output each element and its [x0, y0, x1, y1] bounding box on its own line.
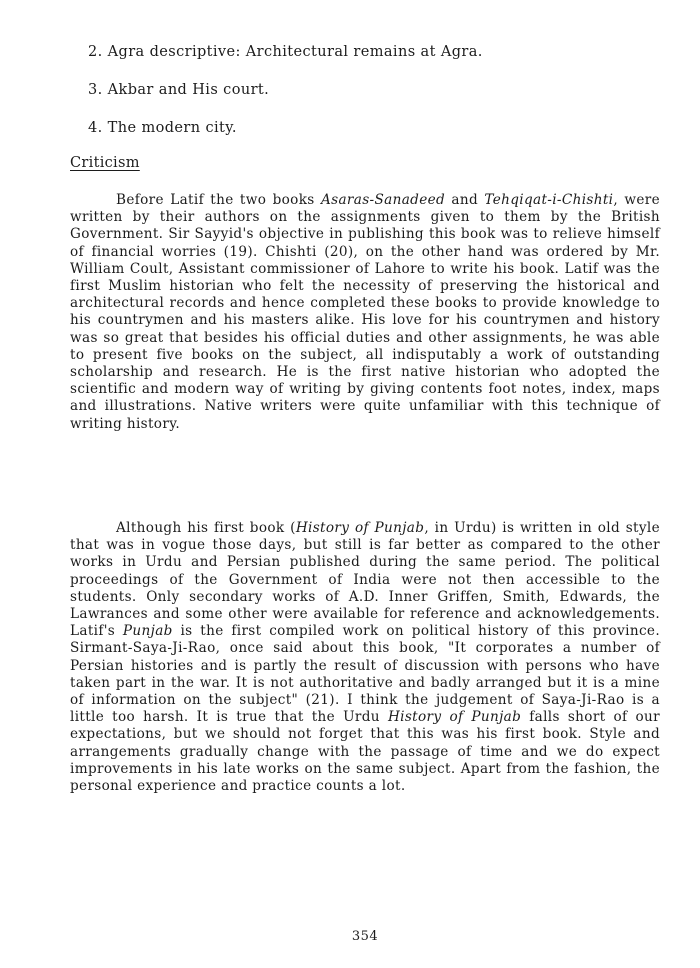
- document-page: [70, 0, 660, 968]
- list-item-modern-city: 4. The modern city.: [88, 120, 237, 136]
- para1-title-asaras: Asaras-Sanadeed: [320, 192, 446, 208]
- list-item-agra-descriptive: 2. Agra descriptive: Architectural remains at Agra.: [88, 44, 483, 60]
- para1-seg0: Before Latif the two books: [116, 192, 321, 208]
- list-item-akbar-court: 3. Akbar and His court.: [88, 82, 270, 98]
- para2-title-history-of-punjab: History of Punjab: [295, 520, 425, 536]
- para2-title-history-of-punjab-2: History of Punjab: [387, 709, 522, 726]
- paragraph-2: [70, 520, 660, 795]
- para2-seg2: , in Urdu) is written in old style that was in vogue those days, but still is far better as compared to the other works in Urdu and Persian published during the same period. The political proceedings of the Government of India were not then accessible to the students. Only secondary works of A.D. Inner Griffen, Smith, Edwards, the Lawrances and some other were available for reference and acknowledgements. Latif's: [70, 520, 660, 640]
- page-number: 354: [351, 929, 379, 944]
- para2-seg4: is the first compiled work on political history of this province. Sirmant-Saya-Ji-Rao, once said about this book, "It corporates a number of Persian histories and is partly the result of discussion with persons who have taken part in the war. It is not authoritative and badly arranged but it is a mine of information on the subject" (21). I think the judgement of Saya-Ji-Rao is a little too harsh. It is true that the Urdu: [70, 623, 660, 726]
- para2-title-punjab: Punjab: [122, 623, 173, 640]
- paragraph-1: [70, 192, 660, 433]
- para1-seg4: , were written by their authors on the assignments given to them by the British Government. Sir Sayyid's objective in publishing this book was to relieve himself of financial worries (19). Chishti (20), on the other hand was ordered by Mr. William Coult, Assistant commissioner of Lahore to write his book. Latif was the first Muslim historian who felt the necessity of preserving the historical and architectural records and hence completed these books to provide knowledge to his countrymen and his masters alike. His love for his countrymen and history was so great that besides his official duties and other assignments, he was able to present five books on the subject, all indisputably a work of outstanding scholarship and research. He is the first native historian who adopted the scientific and modern way of writing by giving contents foot notes, index, maps and illustrations. Native writers were quite unfamiliar with this technique of writing history.: [70, 192, 660, 432]
- para1-seg2: and: [445, 192, 485, 208]
- para1-title-tehqiqat: Tehqiqat-i-Chishti: [484, 192, 614, 208]
- para2-seg6: falls short of our expectations, but we should not forget that this was his first book. Style and arrangements gradually change with the passage of time and we do expect improvements in his late works on the same subject. Apart from the fashion, the personal experience and practice counts a lot.: [70, 709, 660, 795]
- section-heading-criticism: Criticism: [70, 155, 140, 171]
- para2-seg0: Although his first book (: [116, 520, 296, 536]
